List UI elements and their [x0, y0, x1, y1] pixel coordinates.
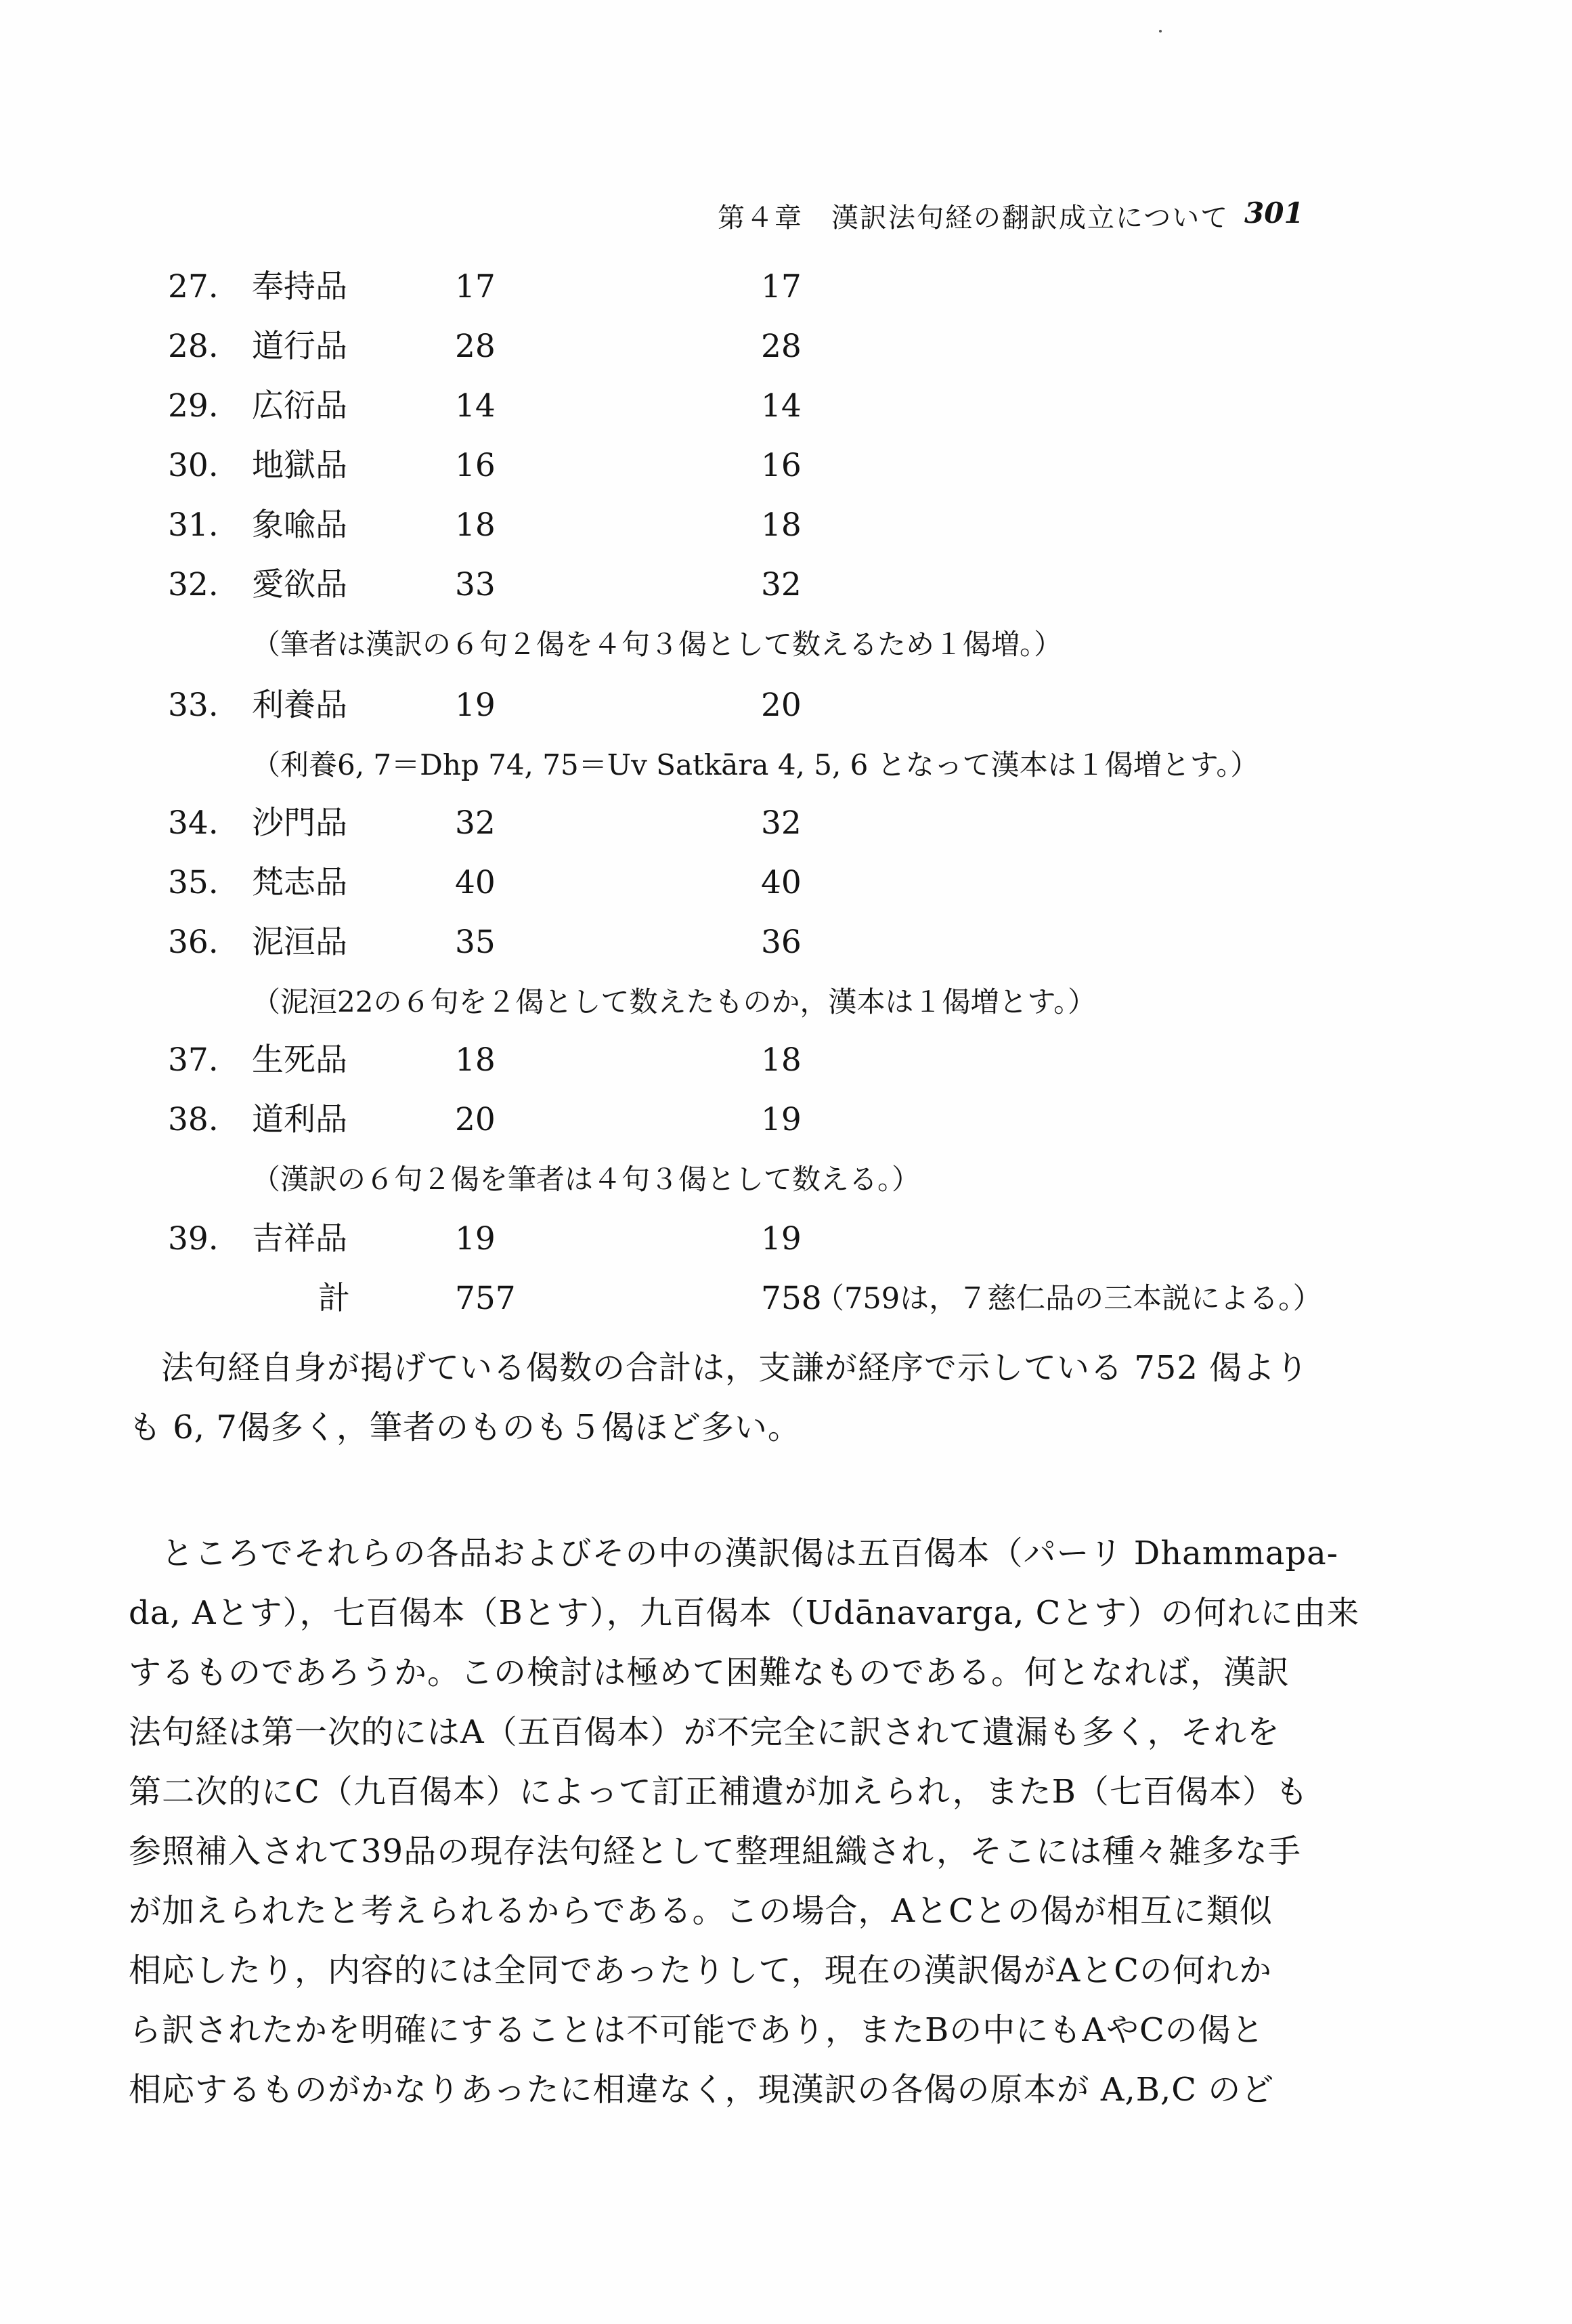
chapter-name: 広衍品 — [252, 387, 347, 425]
count-a: 16 — [455, 447, 496, 484]
paragraph-line: ら訳されたかを明確にすることは不可能であり，またBの中にもAやCの偈と — [129, 2011, 1265, 2049]
paragraph-line: 第二次的にC（九百偈本）によって訂正補遺が加えられ，またB（七百偈本）も — [129, 1773, 1309, 1811]
paragraph-line: 法句経は第一次的にはA（五百偈本）が不完全に訳されて遺漏も多く，それを — [129, 1713, 1280, 1751]
count-a: 18 — [455, 507, 496, 544]
row-number: 38. — [168, 1101, 219, 1138]
paragraph-line: が加えられたと考えられるからである。この場合，AとCとの偈が相互に類似 — [129, 1892, 1273, 1930]
table-note: （泥洹22の６句を２偈として数えたものか，漢本は１偈増とす。） — [252, 985, 1097, 1018]
count-b: 18 — [761, 507, 802, 544]
count-b: 16 — [761, 447, 802, 484]
paragraph-origin-discussion — [129, 1524, 1360, 2119]
row-number: 35. — [168, 864, 219, 901]
count-b: 20 — [761, 687, 802, 724]
row-number: 29. — [168, 387, 219, 425]
count-b: 17 — [761, 268, 802, 305]
chapter-name: 象喩品 — [252, 507, 347, 544]
row-number: 36. — [168, 924, 219, 961]
table-note: （利養6, 7＝Dhp 74, 75＝Uv Satkāra 4, 5, 6 となって漢本は１偈増とす。） — [252, 748, 1259, 781]
paragraph-line: 相応するものがかなりあったに相違なく，現漢訳の各偈の原本が A,B,C のど — [129, 2071, 1275, 2109]
count-b: 18 — [761, 1041, 802, 1079]
chapter-name: 梵志品 — [252, 864, 347, 901]
chapter-name: 奉持品 — [252, 268, 347, 305]
count-b: 40 — [761, 864, 802, 901]
table-note: （漢訳の６句２偈を筆者は４句３偈として数える。） — [252, 1163, 921, 1196]
count-b: 19 — [761, 1101, 802, 1138]
row-number: 37. — [168, 1041, 219, 1079]
paragraph-line: 相応したり，内容的には全同であったりして，現在の漢訳偈がAとCの何れか — [129, 1952, 1272, 1989]
paragraph-line: ところでそれらの各品およびその中の漢訳偈は五百偈本（パーリ Dhammapa- — [161, 1534, 1339, 1572]
count-a: 32 — [455, 804, 496, 842]
count-a: 33 — [455, 566, 496, 603]
count-b: 32 — [761, 566, 802, 603]
paragraph-total-summary — [129, 1338, 1327, 1457]
count-b: 32 — [761, 804, 802, 842]
count-b: 36 — [761, 924, 802, 961]
paragraph-line: da, Aとす），七百偈本（Bとす），九百偈本（Udānavarga, Cとす）の何れに由来 — [129, 1594, 1360, 1632]
total-b: 758 — [761, 1280, 822, 1317]
count-a: 40 — [455, 864, 496, 901]
total-note: （759は，７慈仁品の三本説による。） — [815, 1282, 1322, 1316]
chapter-name: 利養品 — [252, 687, 347, 724]
count-a: 19 — [455, 1220, 496, 1257]
table-note: （筆者は漢訳の６句２偈を４句３偈として数えるため１偈増。） — [252, 628, 1063, 661]
row-number: 34. — [168, 804, 219, 842]
chapter-name: 愛欲品 — [252, 566, 347, 603]
running-head: 第４章 漢訳法句経の翻訳成立について — [718, 202, 1229, 234]
count-a: 19 — [455, 687, 496, 724]
chapter-name: 生死品 — [252, 1041, 347, 1079]
chapter-name: 沙門品 — [252, 804, 347, 842]
chapter-name: 吉祥品 — [252, 1220, 347, 1257]
row-number: 27. — [168, 268, 219, 305]
count-a: 28 — [455, 328, 496, 365]
paragraph-line: も 6, 7偈多く，筆者のものも５偈ほど多い。 — [129, 1408, 801, 1446]
chapter-name: 地獄品 — [252, 447, 347, 484]
row-number: 33. — [168, 687, 219, 724]
paragraph-line: 法句経自身が掲げている偈数の合計は，支謙が経序で示している 752 偈より — [161, 1349, 1309, 1387]
paragraph-line: 参照補入されて39品の現存法句経として整理組織され，そこには種々雑多な手 — [129, 1832, 1301, 1870]
count-a: 35 — [455, 924, 496, 961]
count-a: 18 — [455, 1041, 496, 1079]
row-number: 39. — [168, 1220, 219, 1257]
chapter-name: 泥洹品 — [252, 924, 347, 961]
chapter-name: 道利品 — [252, 1101, 347, 1138]
row-number: 32. — [168, 566, 219, 603]
count-b: 19 — [761, 1220, 802, 1257]
total-a: 757 — [455, 1280, 516, 1317]
count-b: 28 — [761, 328, 802, 365]
page-number: 301 — [1244, 196, 1304, 230]
row-number: 31. — [168, 507, 219, 544]
count-a: 20 — [455, 1101, 496, 1138]
count-a: 14 — [455, 387, 496, 425]
paragraph-line: するものであろうか。この検討は極めて困難なものである。何となれば，漢訳 — [129, 1654, 1290, 1692]
row-number: 28. — [168, 328, 219, 365]
scan-speck — [1159, 30, 1162, 33]
count-a: 17 — [455, 268, 496, 305]
count-b: 14 — [761, 387, 802, 425]
chapter-name: 道行品 — [252, 328, 347, 365]
total-label: 計 — [318, 1280, 350, 1317]
row-number: 30. — [168, 447, 219, 484]
